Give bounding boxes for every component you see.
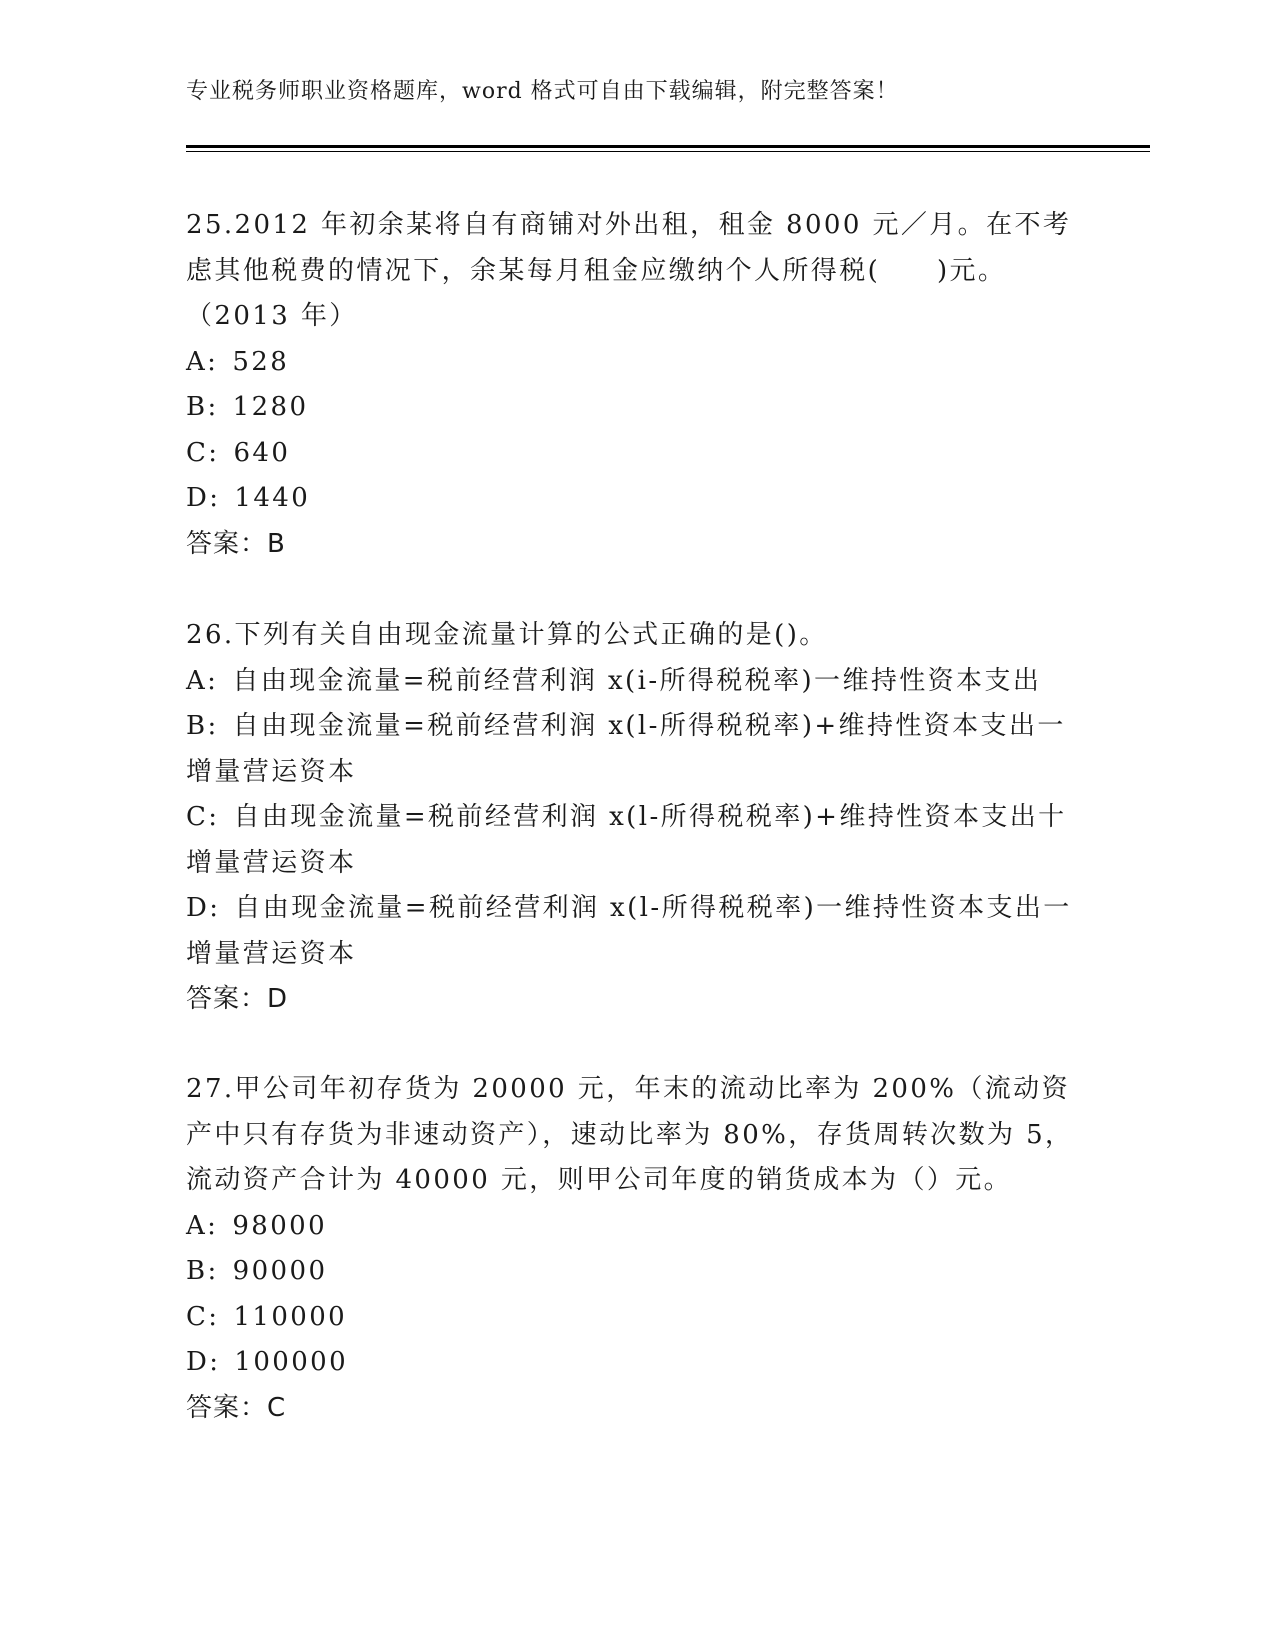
header-rule-thick xyxy=(186,145,1150,148)
option-letter: D: xyxy=(186,893,221,923)
option-a xyxy=(186,659,1086,705)
option-letter: D: xyxy=(186,1347,221,1377)
header-rule-thin xyxy=(186,151,1150,152)
question-stem: 27.甲公司年初存货为 20000 元，年末的流动比率为 200%（流动资产中只有存货为非速动资产），速动比率为 80%，存货周转次数为 5，流动资产合计为 40000 元，则甲公司年度的销货成本为（）元。 xyxy=(186,1074,1074,1195)
option-b xyxy=(186,1249,1086,1295)
option-d xyxy=(186,1340,1086,1386)
option-text: 自由现金流量=税前经营利润 x(l-所得税税率)+维持性资本支出十增量营运资本 xyxy=(186,802,1067,878)
page-header: 专业税务师职业资格题库，word 格式可自由下载编辑，附完整答案！ xyxy=(186,79,899,104)
option-text: 100000 xyxy=(234,1347,349,1377)
option-text: 110000 xyxy=(233,1301,348,1332)
option-letter: C: xyxy=(186,1301,220,1332)
option-text: 自由现金流量=税前经营利润 x(l-所得税税率)+维持性资本支出一增量营运资本 xyxy=(186,711,1066,787)
option-letter: A: xyxy=(186,1210,219,1241)
question-27 xyxy=(186,1067,1086,1431)
option-letter: B: xyxy=(186,392,219,422)
option-letter: D: xyxy=(186,483,221,513)
option-text: 自由现金流量=税前经营利润 x(l-所得税税率)一维持性资本支出一增量营运资本 xyxy=(186,893,1072,969)
option-b xyxy=(186,385,1086,431)
option-d xyxy=(186,886,1086,977)
option-text: 1280 xyxy=(232,392,309,422)
option-letter: B: xyxy=(186,711,219,741)
option-list xyxy=(186,340,1086,522)
answer-line: 答案：C xyxy=(186,1392,287,1423)
option-b xyxy=(186,704,1086,795)
option-c xyxy=(186,431,1086,477)
question-stem: 25.2012 年初余某将自有商铺对外出租，租金 8000 元／月。在不考虑其他税费的情况下，余某每月租金应缴纳个人所得税( )元。（2013 年） xyxy=(186,210,1072,331)
option-text: 528 xyxy=(232,346,290,377)
option-c xyxy=(186,795,1086,886)
option-list xyxy=(186,1204,1086,1386)
option-letter: B: xyxy=(186,1256,219,1286)
option-text: 1440 xyxy=(234,483,311,513)
question-26 xyxy=(186,613,1086,1023)
option-text: 98000 xyxy=(232,1210,328,1241)
option-text: 自由现金流量=税前经营利润 x(i-所得税税率)一维持性资本支出 xyxy=(232,665,1042,696)
question-25 xyxy=(186,203,1086,567)
option-letter: A: xyxy=(186,665,219,696)
option-d xyxy=(186,476,1086,522)
option-c xyxy=(186,1295,1086,1341)
option-text: 90000 xyxy=(232,1256,328,1286)
option-text: 640 xyxy=(233,437,291,468)
answer-line: 答案：B xyxy=(186,528,286,559)
question-stem: 26.下列有关自由现金流量计算的公式正确的是()。 xyxy=(186,620,828,650)
option-letter: C: xyxy=(186,437,220,468)
option-a xyxy=(186,1204,1086,1250)
answer-line: 答案：D xyxy=(186,984,289,1014)
option-letter: C: xyxy=(186,802,220,832)
option-list xyxy=(186,659,1086,978)
option-letter: A: xyxy=(186,346,219,377)
option-a xyxy=(186,340,1086,386)
